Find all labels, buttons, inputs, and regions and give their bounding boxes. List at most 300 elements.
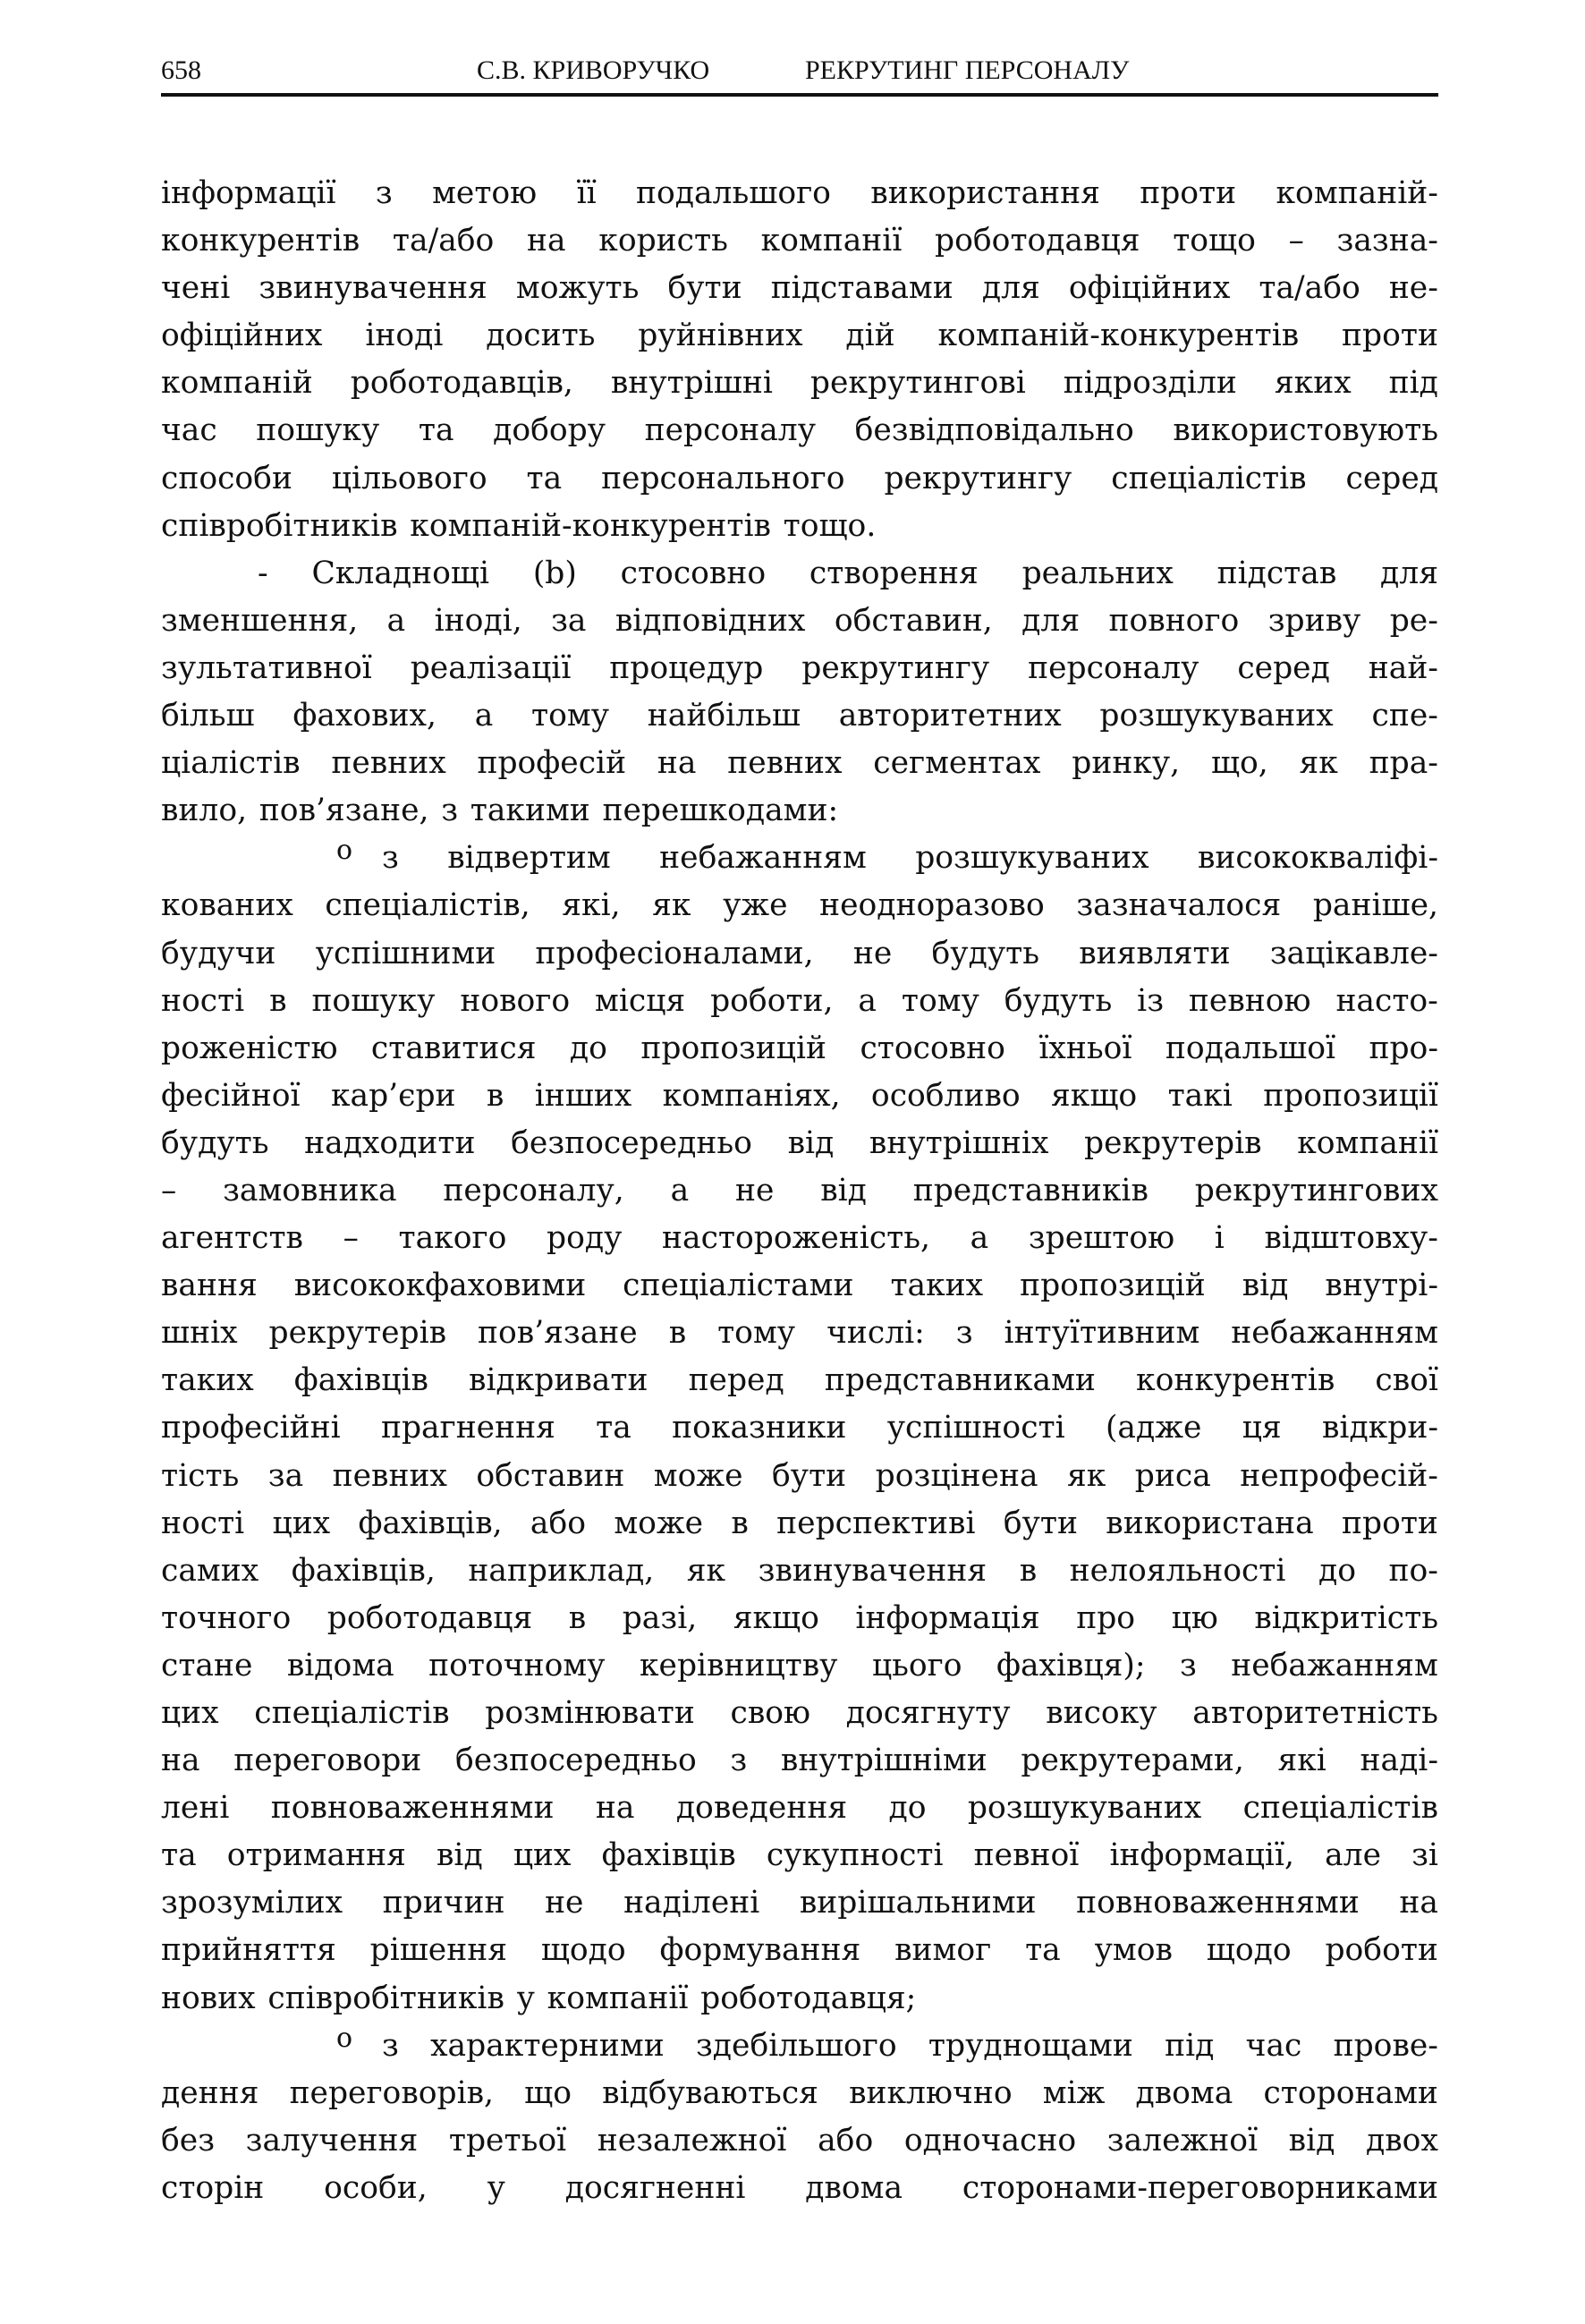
- word: певних: [727, 745, 843, 782]
- word: якщо: [733, 1599, 819, 1636]
- word: роботодавця: [935, 223, 1140, 259]
- word: певних: [332, 1457, 447, 1494]
- word: щодо: [1206, 1932, 1292, 1969]
- word: ринку,: [1072, 745, 1181, 782]
- word: будуть: [931, 935, 1039, 971]
- word: фахівців,: [291, 1552, 436, 1589]
- word: дій: [845, 318, 895, 354]
- word: залежної: [1106, 2122, 1259, 2159]
- word: спеціалістів: [1111, 460, 1307, 496]
- word: ності: [161, 1505, 245, 1541]
- word: під: [1165, 2027, 1215, 2064]
- word: досить: [486, 318, 596, 354]
- word: зазна-: [1336, 223, 1438, 259]
- word: тість: [161, 1457, 240, 1494]
- word: прове-: [1333, 2027, 1438, 2064]
- word: її: [576, 175, 597, 211]
- word: стосовно: [620, 555, 767, 591]
- word: переговорів,: [289, 2074, 495, 2111]
- word: не-: [1388, 270, 1438, 307]
- word: як: [652, 887, 691, 924]
- word: сторонами-переговорниками: [962, 2169, 1438, 2206]
- word: роботи,: [710, 982, 834, 1019]
- word: у: [487, 2169, 505, 2206]
- word: тощо: [1173, 223, 1256, 259]
- text-line: [161, 1879, 1438, 1927]
- word: зультативної: [161, 649, 372, 686]
- word: фахівця);: [996, 1647, 1146, 1684]
- word: успішними: [315, 935, 496, 971]
- header-title: РЕКРУТИНГ ПЕРСОНАЛУ: [805, 55, 1130, 85]
- word: ця: [1242, 1410, 1282, 1446]
- word: від: [437, 1837, 483, 1874]
- word: наді-: [1360, 1743, 1438, 1779]
- word: іноді: [365, 318, 444, 354]
- text-line: [161, 1927, 1438, 1974]
- word: розшукуваних: [967, 1790, 1202, 1827]
- word: представниками: [824, 1362, 1096, 1399]
- word: фахівців,: [358, 1505, 503, 1541]
- word: успішності: [886, 1410, 1065, 1446]
- word: відкривати: [469, 1362, 648, 1399]
- word: дення: [161, 2074, 259, 2111]
- text-line: [161, 1167, 1438, 1215]
- text-line: вило, пов’язане, з такими перешкодами:: [161, 793, 839, 829]
- word: певною: [1188, 982, 1311, 1019]
- word: а: [670, 1172, 690, 1209]
- word: ності: [161, 982, 245, 1019]
- word: може: [653, 1457, 743, 1494]
- text-line: [161, 598, 1438, 645]
- word: спеціалістів,: [325, 887, 530, 924]
- word: пошуку: [311, 982, 436, 1019]
- word: зі: [1411, 1837, 1438, 1874]
- word: підрозділи: [1063, 365, 1237, 402]
- word: із: [1137, 982, 1165, 1019]
- text-line: [161, 978, 1438, 1025]
- word: вання: [161, 1268, 258, 1304]
- word: тому: [901, 982, 979, 1019]
- word: роженістю: [161, 1030, 338, 1066]
- word: свої: [1375, 1362, 1438, 1399]
- text-line: [161, 1357, 1438, 1404]
- word: надходити: [304, 1124, 476, 1161]
- text-line: [161, 1025, 1438, 1073]
- word: персоналу: [1028, 649, 1199, 686]
- word: ставитися: [370, 1030, 537, 1066]
- word: залучення: [245, 2122, 419, 2159]
- text-line: співробітників компаній-конкурентів тощо.: [161, 507, 877, 544]
- text-line: [161, 835, 1438, 882]
- word: перспективі: [776, 1505, 976, 1541]
- word: та: [418, 412, 454, 449]
- text-line: [161, 2165, 1438, 2212]
- word: до: [888, 1790, 927, 1827]
- word: розшукуваних: [915, 840, 1149, 877]
- word: які: [1277, 1743, 1326, 1779]
- word: не: [734, 1172, 775, 1209]
- word: рекрутерами,: [1021, 1743, 1244, 1779]
- word: самих: [161, 1552, 259, 1589]
- word: причин: [382, 1885, 505, 1921]
- word: на: [1399, 1885, 1438, 1921]
- word: нелояльності: [1069, 1552, 1286, 1589]
- word: інших: [534, 1077, 632, 1114]
- text-line: [161, 645, 1438, 692]
- word: від: [1242, 1268, 1289, 1304]
- word: особливо: [870, 1077, 1021, 1114]
- word: на: [595, 1790, 635, 1827]
- word: ре-: [1389, 602, 1438, 639]
- word: іноді,: [434, 602, 522, 639]
- running-header: [161, 52, 1438, 97]
- word: третьої: [448, 2122, 567, 2159]
- word: використання: [870, 175, 1100, 211]
- word: досягнуту: [845, 1695, 1011, 1731]
- word: створення: [809, 555, 979, 591]
- text-line: [161, 1690, 1438, 1737]
- word: повноваженнями: [1076, 1885, 1360, 1921]
- word: нового: [460, 982, 571, 1019]
- word: уже: [723, 887, 788, 924]
- word: відкри-: [1321, 1410, 1438, 1446]
- word: добору: [493, 412, 606, 449]
- word: компаній-: [1276, 175, 1438, 211]
- word: обставин,: [834, 602, 993, 639]
- word: розцінена: [875, 1457, 1038, 1494]
- word: проти: [1341, 1505, 1438, 1541]
- word: тому: [717, 1315, 796, 1352]
- word: компаніях,: [662, 1077, 841, 1114]
- word: час: [161, 412, 217, 449]
- word: можуть: [515, 270, 640, 307]
- word: показники: [672, 1410, 847, 1446]
- word: до: [569, 1030, 607, 1066]
- word: небажанням: [1231, 1315, 1438, 1352]
- word: в: [486, 1077, 504, 1114]
- word: такого: [398, 1220, 507, 1257]
- word: наділені: [623, 1885, 760, 1921]
- word: та: [1025, 1932, 1061, 1969]
- word: незалежної: [597, 2122, 787, 2159]
- word: висококфаховими: [293, 1268, 587, 1304]
- word: компанії: [760, 223, 903, 259]
- word: замовника: [223, 1172, 397, 1209]
- word: перед: [688, 1362, 784, 1399]
- text-line: [161, 1737, 1438, 1785]
- text-line: [161, 1215, 1438, 1262]
- word: персоналу,: [443, 1172, 624, 1209]
- word: спеціалістів: [254, 1695, 450, 1731]
- word: (b): [532, 555, 577, 591]
- word: внутрі-: [1325, 1268, 1438, 1304]
- word: відвертим: [447, 840, 611, 877]
- word: спеціалістів: [1242, 1790, 1438, 1827]
- word: інтуїтивним: [1004, 1315, 1200, 1352]
- word: та/або: [1259, 270, 1360, 307]
- word: як: [686, 1552, 726, 1589]
- text-line: [161, 1548, 1438, 1595]
- word: розшукуваних: [1099, 698, 1334, 734]
- word: зменшення,: [161, 602, 359, 639]
- word: зриву: [1267, 602, 1361, 639]
- text-line: [161, 882, 1438, 929]
- word: лені: [161, 1790, 230, 1827]
- text-line: [161, 1073, 1438, 1120]
- word: а: [474, 698, 494, 734]
- word: між: [1042, 2074, 1106, 2111]
- word: компанії: [1297, 1124, 1438, 1161]
- word: авторитетність: [1192, 1695, 1438, 1731]
- word: сторонами: [1263, 2074, 1438, 2111]
- word: реальних: [1021, 555, 1174, 591]
- word: (адже: [1105, 1410, 1202, 1446]
- word: повноваженнями: [270, 1790, 555, 1827]
- word: в: [1019, 1552, 1038, 1589]
- word: наприклад,: [468, 1552, 655, 1589]
- text-line: [161, 2117, 1438, 2165]
- word: –: [343, 1220, 359, 1257]
- word: рекрутингові: [809, 365, 1026, 402]
- word: найбільш: [647, 698, 801, 734]
- word: цих: [513, 1837, 572, 1874]
- word: звинувачення: [758, 1552, 987, 1589]
- word: фахівців: [601, 1837, 736, 1874]
- text-line: [161, 1453, 1438, 1500]
- word: але: [1325, 1837, 1381, 1874]
- word: а: [970, 1220, 989, 1257]
- word: бути: [1003, 1505, 1078, 1541]
- text-line: [161, 265, 1438, 312]
- word: офіційних: [161, 318, 323, 354]
- word: способи: [161, 460, 292, 496]
- word: неодноразово: [819, 887, 1045, 924]
- word: роду: [547, 1220, 623, 1257]
- word: інформація: [855, 1599, 1040, 1636]
- word: не: [852, 935, 893, 971]
- word: рекрутингу: [801, 649, 990, 686]
- word: а: [386, 602, 406, 639]
- text-line: [161, 740, 1438, 787]
- word: роботодавців,: [350, 365, 573, 402]
- word: в: [731, 1505, 749, 1541]
- word: здебільшого: [695, 2027, 897, 2064]
- word: непрофесій-: [1240, 1457, 1438, 1494]
- word: такі: [1167, 1077, 1233, 1114]
- text-line: [161, 407, 1438, 454]
- word: чені: [161, 270, 231, 307]
- word: як: [1299, 745, 1338, 782]
- text-line: [161, 1642, 1438, 1690]
- word: з: [730, 1743, 748, 1779]
- word: числі:: [826, 1315, 925, 1352]
- text-line: [161, 312, 1438, 360]
- word: –: [1288, 223, 1304, 259]
- word: руйнівних: [638, 318, 803, 354]
- text-line: [161, 1310, 1438, 1357]
- word: формування: [659, 1932, 861, 1969]
- word: персонального: [601, 460, 845, 496]
- word: сторін: [161, 2169, 265, 2206]
- text-line: [161, 1404, 1438, 1452]
- word: небажанням: [659, 840, 867, 877]
- word: доведення: [675, 1790, 848, 1827]
- word: для: [1021, 602, 1081, 639]
- word: з: [1179, 1647, 1197, 1684]
- word: компаній-конкурентів: [937, 318, 1300, 354]
- word: риса: [1134, 1457, 1211, 1494]
- word: від: [820, 1172, 867, 1209]
- word: з: [382, 2027, 399, 2064]
- word: використана: [1106, 1505, 1314, 1541]
- word: які,: [562, 887, 621, 924]
- word: професій: [477, 745, 627, 782]
- word: та: [526, 460, 563, 496]
- header-author: С.В. КРИВОРУЧКО: [477, 55, 710, 85]
- word: разі,: [622, 1599, 698, 1636]
- word: –: [161, 1172, 177, 1209]
- word: на: [527, 223, 566, 259]
- word: особи,: [324, 2169, 428, 2206]
- word: фахових,: [292, 698, 437, 734]
- word: відкритість: [1254, 1599, 1438, 1636]
- word: виключно: [849, 2074, 1013, 2111]
- text-line: [161, 1262, 1438, 1310]
- word: яких: [1274, 365, 1352, 402]
- word: інформації: [161, 175, 336, 211]
- page-number: 658: [161, 55, 201, 85]
- word: авторитетних: [838, 698, 1062, 734]
- word: відштовху-: [1264, 1220, 1438, 1257]
- word: кар’єри: [330, 1077, 456, 1114]
- word: подальшої: [1165, 1030, 1336, 1066]
- word: тому: [531, 698, 610, 734]
- word: висококваліфі-: [1197, 840, 1438, 877]
- body-text: [161, 170, 1438, 2212]
- text-line: [161, 1595, 1438, 1642]
- word: внутрішні: [610, 365, 773, 402]
- word: стане: [161, 1647, 253, 1684]
- word: певної: [973, 1837, 1080, 1874]
- word: підставами: [770, 270, 954, 307]
- word: шніх: [161, 1315, 238, 1352]
- word: таких: [161, 1362, 254, 1399]
- word: або: [530, 1505, 587, 1541]
- word: рекрутерів: [1084, 1124, 1262, 1161]
- word: та/або: [392, 223, 495, 259]
- word: будучи: [161, 935, 276, 971]
- word: пропозицій: [1020, 1268, 1206, 1304]
- word: небажанням: [1231, 1647, 1438, 1684]
- word: в: [269, 982, 287, 1019]
- word: підстав: [1216, 555, 1337, 591]
- word: та: [161, 1837, 197, 1874]
- word: внутрішніми: [780, 1743, 987, 1779]
- word: прагнення: [380, 1410, 555, 1446]
- word: і: [1214, 1220, 1225, 1257]
- word: що,: [1210, 745, 1268, 782]
- word: з: [382, 840, 399, 877]
- word: фесійної: [161, 1077, 301, 1114]
- word: якщо: [1051, 1077, 1138, 1114]
- word: пошуку: [256, 412, 380, 449]
- word: зазначалося: [1076, 887, 1282, 924]
- word: їхньої: [1038, 1030, 1132, 1066]
- word: цільового: [331, 460, 487, 496]
- word: подальшого: [635, 175, 831, 211]
- word: агентств: [161, 1220, 303, 1257]
- word: користь: [598, 223, 728, 259]
- word: роботи: [1325, 1932, 1438, 1969]
- word: для: [1380, 555, 1438, 591]
- word: поточному: [428, 1647, 606, 1684]
- word: насто-: [1335, 982, 1438, 1019]
- text-line: [161, 1832, 1438, 1879]
- word: щодо: [540, 1932, 626, 1969]
- word: -: [258, 555, 268, 591]
- text-line: [161, 1785, 1438, 1832]
- word: за: [267, 1457, 304, 1494]
- word: ціалістів: [161, 745, 301, 782]
- word: певних: [331, 745, 446, 782]
- word: в: [668, 1315, 687, 1352]
- word: раніше,: [1312, 887, 1438, 924]
- word: бути: [667, 270, 742, 307]
- word: умов: [1094, 1932, 1173, 1969]
- word: сегментах: [873, 745, 1041, 782]
- word: для: [981, 270, 1040, 307]
- word: професіоналами,: [535, 935, 814, 971]
- word: в: [568, 1599, 587, 1636]
- word: таких: [890, 1268, 984, 1304]
- word: з: [375, 175, 393, 211]
- word: роботодавця: [326, 1599, 533, 1636]
- word: рекрутингових: [1194, 1172, 1438, 1209]
- word: як: [1067, 1457, 1106, 1494]
- word: бути: [772, 1457, 847, 1494]
- word: спеціалістами: [623, 1268, 854, 1304]
- word: без: [161, 2122, 216, 2159]
- word: з: [955, 1315, 973, 1352]
- word: більш: [161, 698, 255, 734]
- word: розмінювати: [485, 1695, 695, 1731]
- word: не: [545, 1885, 584, 1921]
- word: проти: [1342, 318, 1438, 354]
- word: під: [1388, 365, 1438, 402]
- word: місця: [595, 982, 686, 1019]
- word: безвідповідально: [854, 412, 1134, 449]
- word: рекрутингу: [884, 460, 1072, 496]
- word: за: [551, 602, 587, 639]
- word: повного: [1108, 602, 1240, 639]
- bullet-marker: o: [336, 835, 353, 867]
- text-line: [161, 360, 1438, 407]
- word: персоналу: [644, 412, 816, 449]
- word: свою: [730, 1695, 811, 1731]
- text-line: [161, 692, 1438, 740]
- word: процедур: [609, 649, 764, 686]
- word: керівництву: [639, 1647, 838, 1684]
- word: на: [657, 745, 697, 782]
- word: пов’язане: [478, 1315, 638, 1352]
- word: сукупності: [766, 1837, 944, 1874]
- text-line: [161, 550, 1438, 598]
- word: точного: [161, 1599, 292, 1636]
- text-line: [161, 2023, 1438, 2070]
- text-line: нових співробітників у компанії роботодавця;: [161, 1980, 917, 2016]
- word: та: [596, 1410, 631, 1446]
- word: конкурентів: [1136, 1362, 1335, 1399]
